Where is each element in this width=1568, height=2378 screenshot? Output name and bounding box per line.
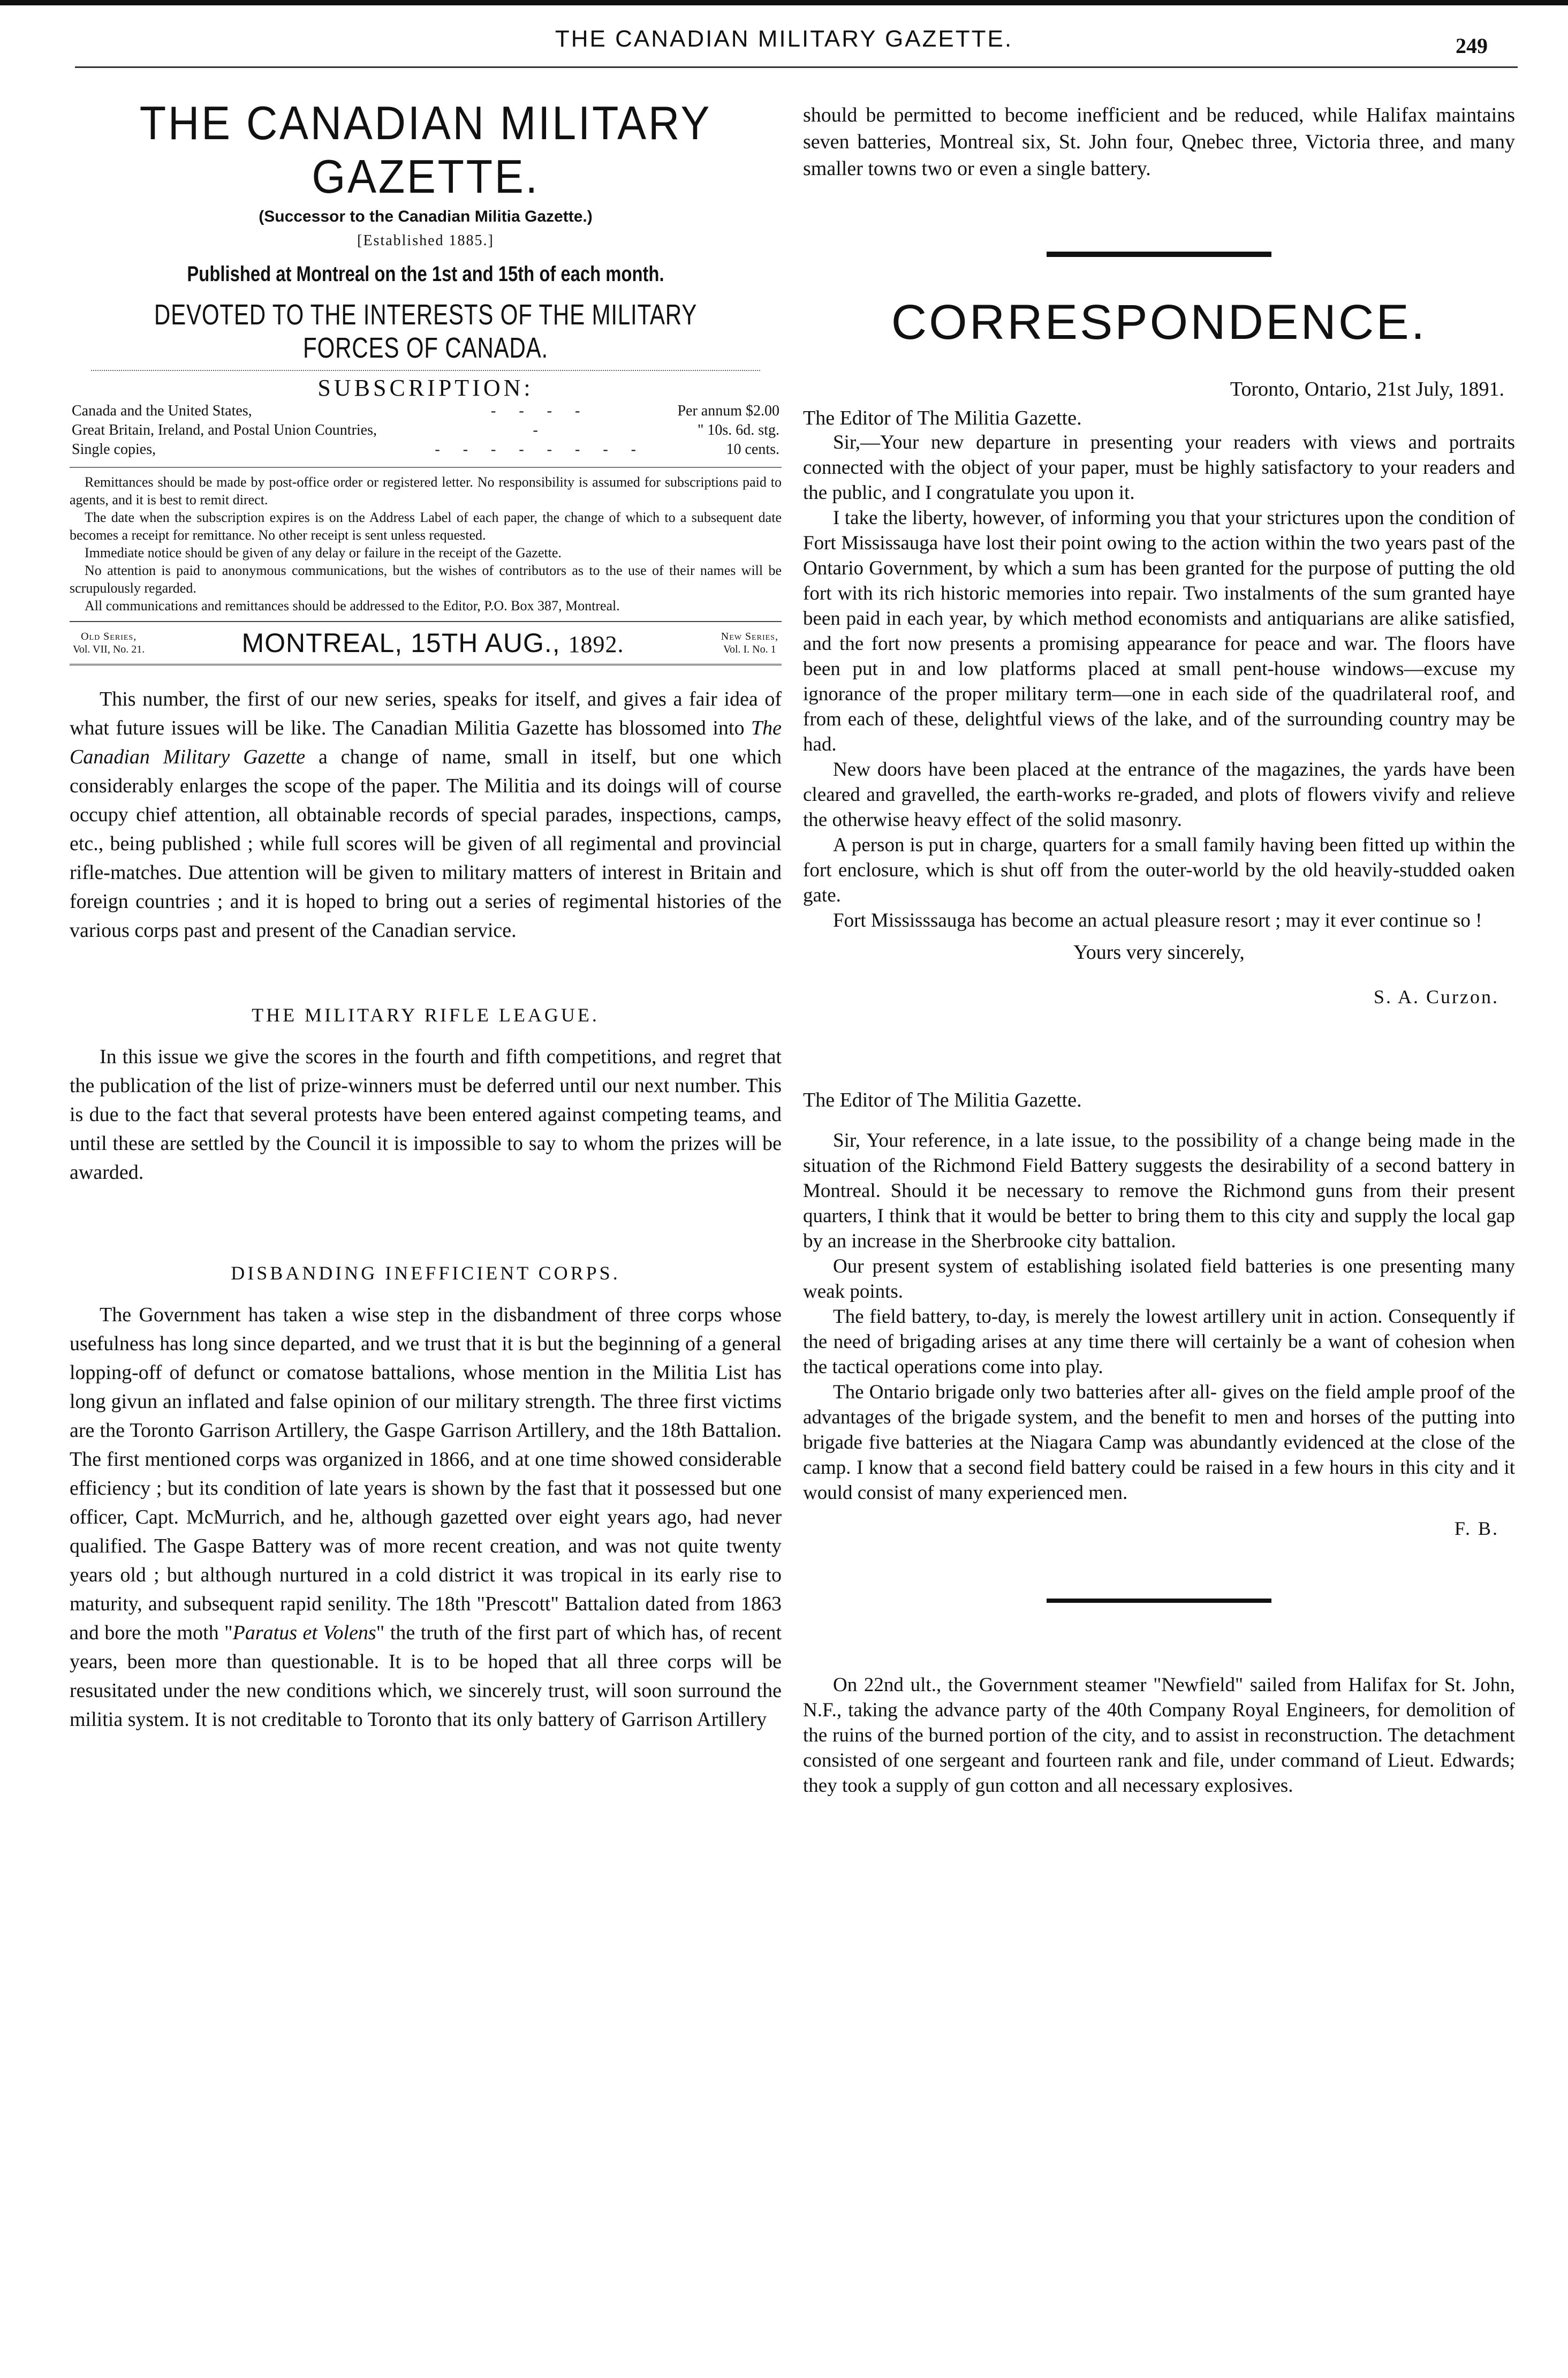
dateline-bar (70, 621, 782, 665)
header-rule (75, 66, 1518, 68)
notice-paragraph: All communications and remittances should be addressed to the Editor, P.O. Box 387, Montreal. (85, 598, 620, 614)
subscription-label: Great Britain, Ireland, and Postal Union Countries, (72, 422, 377, 438)
letter-paragraph: I take the liberty, however, of informing you that your strictures upon the condition of Fort Mississauga have lost their point owing to the action within the two years past of the Ontario Government, by which a sum has been granted for the purpose of putting the old fort with its rich historic memories into repair. Two instalments of the sum granted haye been paid in each year, by which method economists and antiquarians are alike satisfied, and the fort now presents a promising appearance for peace and war. The floors have been put in and low platforms placed at small pent-house windows—excuse my ignorance of the proper military term—one in each side of the quadrilateral roof, and from each of these, delightful views of the lake, and of the surrounding country may be had. (803, 507, 1515, 755)
old-series-box (73, 630, 145, 656)
subscription-leader: - (533, 422, 548, 438)
notice-paragraph: No attention is paid to anonymous communications, but the wishes of contributors as to the use of their names will be scrupulously regarded. (70, 563, 782, 596)
letter-paragraph: New doors have been placed at the entrance of the magazines, the yards have been cleared and gravelled, the earth-works re-graded, and plots of flowers vivify and relieve the otherwise heavy effect of the solid masonry. (803, 759, 1515, 831)
editorial-intro-paper-name: The Canadian Military Gazette (70, 717, 782, 768)
publisher-notices (70, 467, 782, 615)
disbanding-text-cont: " the truth of the first part of which has, of recent years, been more than questionable. It is to be hoped that all three corps will be resusitated under the new conditions which, we sincerely trust, will soon surround the militia system. It is not creditable to Toronto that its only battery of Garrison Artillery (70, 1622, 782, 1731)
letter-paragraph: Sir,—Your new departure in presenting your readers with views and portraits connected with the object of your paper, must be highly satisfactory to your readers and the public, and I congratulate you upon it. (803, 431, 1515, 504)
subscription-row (70, 421, 782, 440)
issue-dateline (242, 627, 624, 658)
continued-article-text: should be permitted to become inefficient and be reduced, while Halifax maintains seven batteries, Montreal six, St. John four, Qnebec three, Victoria three, and many smaller towns two or even a single battery. (803, 104, 1515, 180)
issue-date: MONTREAL, 15TH AUG., (241, 628, 560, 658)
masthead-divider (91, 370, 760, 371)
letter-paragraph: The field battery, to-day, is merely the lowest artillery unit in action. Consequently if the need of brigading arises at any time there will certainly be a want of cohesion when the tactical operations come into play. (803, 1306, 1515, 1378)
rifle-league-heading: THE MILITARY RIFLE LEAGUE. (252, 1004, 600, 1026)
subscription-table (70, 402, 782, 459)
news-item: On 22nd ult., the Government steamer "Newfield" sailed from Halifax for St. John, N.F., taking the advance party of the 40th Company Royal Engineers, for demolition of the ruins of the burned portion of the city, and to assist in reconstruction. The detachment consisted of one sergeant and fourteen rank and file, under command of Lieut. Edwards; they took a supply of gun cotton and all necessary explosives. (803, 1674, 1515, 1797)
editorial-intro (70, 685, 782, 945)
editorial-intro-text: This number, the first of our new series, speaks for itself, and gives a fair idea of what future issues will be like. The Canadian Militia Gazette has blossomed into (70, 688, 782, 739)
letter-signature: S. A. Curzon. (1373, 986, 1499, 1008)
disbanding-motto: Paratus et Volens (232, 1622, 376, 1644)
masthead-devoted: DEVOTED TO THE INTERESTS OF THE MILITARY FORCES OF CANADA. (154, 299, 698, 364)
letter-paragraph: Fort Mississsauga has become an actual pleasure resort ; may it ever continue so ! (833, 910, 1482, 931)
notice-paragraph: Remittances should be made by post-office order or registered letter. No responsibility is assumed for subscriptions paid to agents, and it is best to remit direct. (70, 474, 782, 508)
subscription-price: " 10s. 6d. stg. (697, 422, 779, 438)
disbanding-heading: DISBANDING INEFFICIENT CORPS. (231, 1262, 620, 1284)
letter-paragraph: A person is put in charge, quarters for a small family having been fitted up within the fort enclosure, which is shut off from the outer-world by the old heavily-studded oaken gate. (803, 834, 1515, 906)
section-divider (1047, 1599, 1271, 1603)
subscription-row (70, 440, 782, 459)
top-border-rule (0, 0, 1568, 5)
page-number: 249 (1456, 34, 1488, 58)
letter-paragraph: The Ontario brigade only two batteries after all- gives on the field ample proof of the advantages of the brigade system, and the benefit to men and horses of the putting into brigade five batteries at the Niagara Camp was abundantly evidenced at the close of the camp. I know that a second field battery could be raised in a few hours in this city and it would consist of many experienced men. (803, 1381, 1515, 1504)
letter-paragraph: Sir, Your reference, in a late issue, to the possibility of a change being made in the situation of the Richmond Field Battery suggests the desirability of a second battery in Montreal. Should it be necessary to remove the Richmond guns from their present quarters, I think that it would be better to bring them to this city and supply the local gap by an increase in the Sherbrooke city battalion. (803, 1130, 1515, 1252)
masthead-published: Published at Montreal on the 1st and 15th of each month. (187, 262, 664, 286)
old-series-volume: Vol. VII, No. 21. (73, 643, 145, 655)
new-series-volume: Vol. I. No. 1 (723, 643, 776, 655)
notice-paragraph: The date when the subscription expires is on the Address Label of each paper, the change of which to a subsequent date becomes a receipt for remittance. No other receipt is sent unless requested. (70, 510, 782, 543)
section-divider (1047, 252, 1271, 257)
masthead-established: [Established 1885.] (357, 232, 494, 249)
subscription-leader: - - - - - - - - (435, 441, 646, 458)
subscription-price: Per annum $2.00 (677, 403, 779, 419)
subscription-price: 10 cents. (726, 441, 779, 458)
issue-year: 1892. (568, 631, 624, 657)
masthead-successor: (Successor to the Canadian Militia Gazette.) (259, 208, 593, 225)
disbanding-text: The Government has taken a wise step in the disbandment of three corps whose usefulness has long since departed, and we trust that it is but the beginning of a general lopping-off of defunct or comatose battalions, whose mention in the Militia List has long givun an inflated and false opinion of our military strength. The three first victims are the Toronto Garrison Artillery, the Gaspe Garrison Artillery, and the 18th Battalion. The first mentioned corps was organized in 1866, and at one time showed considerable efficiency ; but its condition of late years is shown by the fast that it possessed but one officer, Capt. McMurrich, and he, although gazetted over eight years ago, had never qualified. The Gaspe Battery was of more recent creation, and was not quite twenty years old ; but although nurtured in a cold district it was tropical in its early rise to maturity, and subsequent rapid senility. The 18th "Prescott" Battalion dated from 1863 and bore the moth " (70, 1304, 782, 1644)
subscription-heading: SUBSCRIPTION: (317, 375, 534, 401)
letter-place-date: Toronto, Ontario, 21st July, 1891. (1230, 378, 1504, 400)
rifle-league-text: In this issue we give the scores in the fourth and fifth competitions, and regret that the publication of the list of prize-winners must be deferred until our next number. This is due to the fact that several protests have been entered against competing teams, and until these are settled by the Council it is impossible to say to whom the prizes will be awarded. (70, 1046, 782, 1184)
subscription-label: Canada and the United States, (72, 403, 252, 419)
old-series-label: Old Series, (81, 631, 137, 642)
disbanding-article (70, 1300, 782, 1734)
subscription-label: Single copies, (72, 441, 156, 458)
letter-salutation: The Editor of The Militia Gazette. (803, 1089, 1082, 1111)
editorial-intro-text-cont: a change of name, small in itself, but one which considerably enlarges the scope of the paper. The Militia and its doings will of course occupy chief attention, all obtainable records of special parades, inspections, camps, etc., being published ; while full scores will be given of all regimental and provincial rifle-matches. Due attention will be given to military matters of interest in Britain and foreign countries ; and it is hoped to bring out a series of regimental histories of the various corps past and present of the Canadian service. (70, 746, 782, 942)
right-column (803, 80, 1515, 1798)
subscription-leader: - - - - (491, 403, 590, 419)
new-series-box (721, 630, 778, 656)
letter-signature: F. B. (1454, 1518, 1499, 1539)
masthead-title: THE CANADIAN MILITARY GAZETTE. (139, 96, 712, 203)
correspondence-heading: CORRESPONDENCE. (891, 295, 1427, 350)
letter-closing: Yours very sincerely, (1073, 941, 1245, 964)
new-series-label: New Series, (721, 631, 778, 642)
subscription-row (70, 402, 782, 421)
notice-paragraph: Immediate notice should be given of any delay or failure in the receipt of the Gazette. (85, 545, 562, 561)
letter-paragraph: Our present system of establishing isolated field batteries is one presenting many weak points. (803, 1255, 1515, 1302)
left-column (70, 80, 782, 1734)
running-head-title: THE CANADIAN MILITARY GAZETTE. (555, 26, 1013, 52)
letter-salutation: The Editor of The Militia Gazette. (803, 407, 1082, 429)
